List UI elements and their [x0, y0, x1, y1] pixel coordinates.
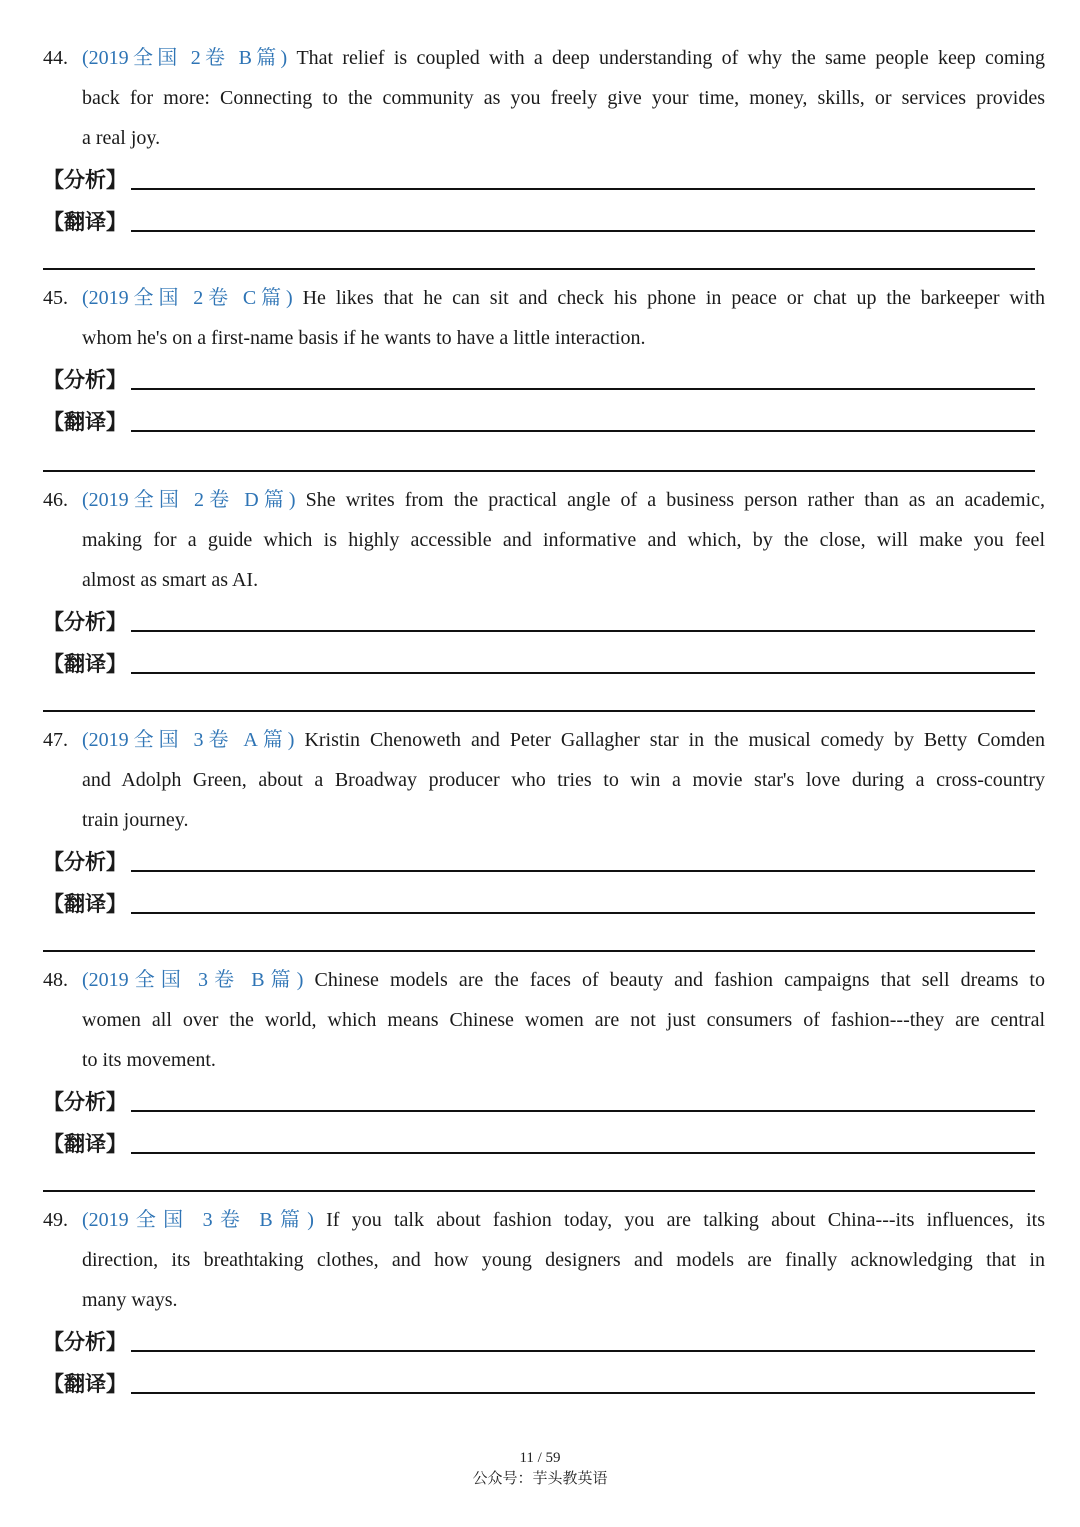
question-number: 45. [43, 287, 68, 309]
translation-label: 【翻译】 [43, 652, 127, 676]
question-text: to its movement. [82, 1049, 216, 1071]
question-text: If you talk about fashion today, you are talking about China---its influences, its [326, 1209, 1045, 1231]
question-text: whom he's on a first-name basis if he wants to have a little interaction. [82, 327, 646, 349]
translation-field[interactable] [43, 642, 1045, 684]
answer-line[interactable] [131, 188, 1035, 190]
question-text: direction, its breathtaking clothes, and how young designers and models are finally acknowledging that in [82, 1249, 1045, 1271]
question-45 [43, 278, 1045, 442]
translation-label: 【翻译】 [43, 892, 127, 916]
answer-line[interactable] [131, 1350, 1035, 1352]
question-number: 49. [43, 1209, 68, 1231]
translation-field[interactable] [43, 200, 1045, 242]
answer-line[interactable] [131, 230, 1035, 232]
question-first-line [43, 960, 1045, 1000]
question-text: making for a guide which is highly accessible and informative and which, by the close, will make you feel [82, 529, 1045, 551]
analysis-field[interactable] [43, 1320, 1045, 1362]
question-text: She writes from the practical angle of a business person rather than as an academic, [305, 489, 1046, 511]
analysis-field[interactable] [43, 158, 1045, 200]
question-48 [43, 960, 1045, 1164]
analysis-label: 【分析】 [43, 168, 127, 192]
question-first-line [43, 278, 1045, 318]
question-source: (2019全国 2卷 C篇) [82, 287, 293, 309]
page-number: 11 / 59 [519, 1450, 561, 1466]
question-text: many ways. [82, 1289, 178, 1311]
translation-field[interactable] [43, 1122, 1045, 1164]
question-source: (2019全国 3卷 B篇) [82, 969, 304, 991]
question-source: (2019全国 3卷 B篇) [82, 1209, 314, 1231]
divider [43, 710, 1035, 712]
analysis-field[interactable] [43, 840, 1045, 882]
question-text: and Adolph Green, about a Broadway producer who tries to win a movie star's love during a cross-country [82, 769, 1045, 791]
question-number: 48. [43, 969, 68, 991]
answer-line[interactable] [131, 870, 1035, 872]
analysis-label: 【分析】 [43, 610, 127, 634]
question-text: train journey. [82, 809, 189, 831]
question-first-line [43, 38, 1045, 78]
answer-line[interactable] [131, 388, 1035, 390]
answer-line[interactable] [131, 1392, 1035, 1394]
question-text: back for more: Connecting to the community as you freely give your time, money, skills, or services provides [82, 87, 1045, 109]
question-49 [43, 1200, 1045, 1404]
question-text: a real joy. [82, 127, 161, 149]
translation-field[interactable] [43, 882, 1045, 924]
analysis-field[interactable] [43, 600, 1045, 642]
answer-line[interactable] [131, 630, 1035, 632]
answer-line[interactable] [131, 1152, 1035, 1154]
translation-label: 【翻译】 [43, 1132, 127, 1156]
translation-field[interactable] [43, 1362, 1045, 1404]
question-source: (2019全国 3卷 A篇) [82, 729, 295, 751]
question-46 [43, 480, 1045, 684]
answer-line[interactable] [131, 672, 1035, 674]
question-number: 47. [43, 729, 68, 751]
analysis-label: 【分析】 [43, 368, 127, 392]
question-number: 44. [43, 47, 68, 69]
question-47 [43, 720, 1045, 924]
translation-field[interactable] [43, 400, 1045, 442]
analysis-label: 【分析】 [43, 1330, 127, 1354]
question-text: He likes that he can sit and check his phone in peace or chat up the barkeeper with [302, 287, 1045, 309]
analysis-label: 【分析】 [43, 850, 127, 874]
divider [43, 268, 1035, 270]
question-text: almost as smart as AI. [82, 569, 259, 591]
analysis-field[interactable] [43, 1080, 1045, 1122]
divider [43, 950, 1035, 952]
divider [43, 470, 1035, 472]
answer-line[interactable] [131, 430, 1035, 432]
question-text: Chinese models are the faces of beauty and fashion campaigns that sell dreams to [314, 969, 1045, 991]
answer-line[interactable] [131, 912, 1035, 914]
account-name: 公众号：芋头教英语 [472, 1469, 608, 1487]
question-text: women all over the world, which means Chinese women are not just consumers of fashion---they are central [82, 1009, 1045, 1031]
question-first-line [43, 720, 1045, 760]
divider [43, 1190, 1035, 1192]
question-first-line [43, 480, 1045, 520]
translation-label: 【翻译】 [43, 410, 127, 434]
question-source: (2019全国 2卷 B篇) [82, 47, 288, 69]
question-source: (2019全国 2卷 D篇) [82, 489, 296, 511]
answer-line[interactable] [131, 1110, 1035, 1112]
question-text: That relief is coupled with a deep understanding of why the same people keep coming [296, 47, 1045, 69]
question-number: 46. [43, 489, 68, 511]
translation-label: 【翻译】 [43, 1372, 127, 1396]
question-text: Kristin Chenoweth and Peter Gallagher star in the musical comedy by Betty Comden [304, 729, 1045, 751]
question-first-line [43, 1200, 1045, 1240]
question-44 [43, 38, 1045, 242]
analysis-field[interactable] [43, 358, 1045, 400]
translation-label: 【翻译】 [43, 210, 127, 234]
analysis-label: 【分析】 [43, 1090, 127, 1114]
